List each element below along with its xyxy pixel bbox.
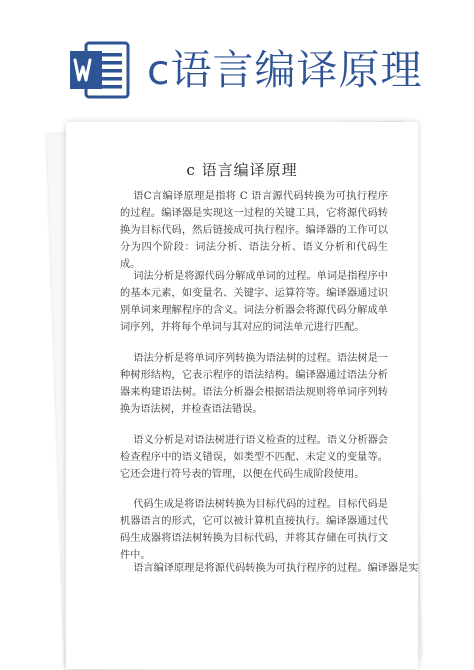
paragraph-2: 词法分析是将源代码分解成单词的过程。单词是指程序中的基本元素，如变量名、关键字、运算符等。编译器通过识别单词来理解程序的含义。词法分析器会将源代码分解成单词序列，并将每个单词与其对应的词法单元进行匹配。 [120,271,388,333]
header [0,0,474,125]
document-page [66,122,418,669]
page-title: c语言编译原理 [147,46,423,94]
paragraph-5: 代码生成是将语法树转换为目标代码的过程。目标代码是机器语言的形式，它可以被计算机直接执行。编译器通过代码生成器将语法树转换为目标代码，并将其存储在可执行文件中。 [120,499,388,561]
word-document-icon [68,41,130,99]
paragraph-4: 语义分析是对语法树进行语义检查的过程。语义分析器会检查程序中的语义错误，如类型不匹配、未定义的变量等。它还会进行符号表的管理，以便在代码生成阶段使用。 [120,435,388,480]
paragraph-6: 语言编译原理是将源代码转换为可执行程序的过程。编译器是实 [133,563,419,574]
paragraph-1: 语C言编译原理是指将 C 语言源代码转换为可执行程序的过程。编译器是实现这一过程的关键工具，它将源代码转换为目标代码，然后链接成可执行程序。编译器的工作可以分为四个阶段：词法分析、语法分析、语义分析和代码生成。 [120,191,388,270]
paragraph-3: 语法分析是将单词序列转换为语法树的过程。语法树是一种树形结构，它表示程序的语法结构。编译器通过语法分析器来构建语法树。语法分析器会根据语法规则将单词序列转换为语法树，并检查语法错误。 [120,353,388,415]
document-title: c 语言编译原理 [186,161,298,179]
